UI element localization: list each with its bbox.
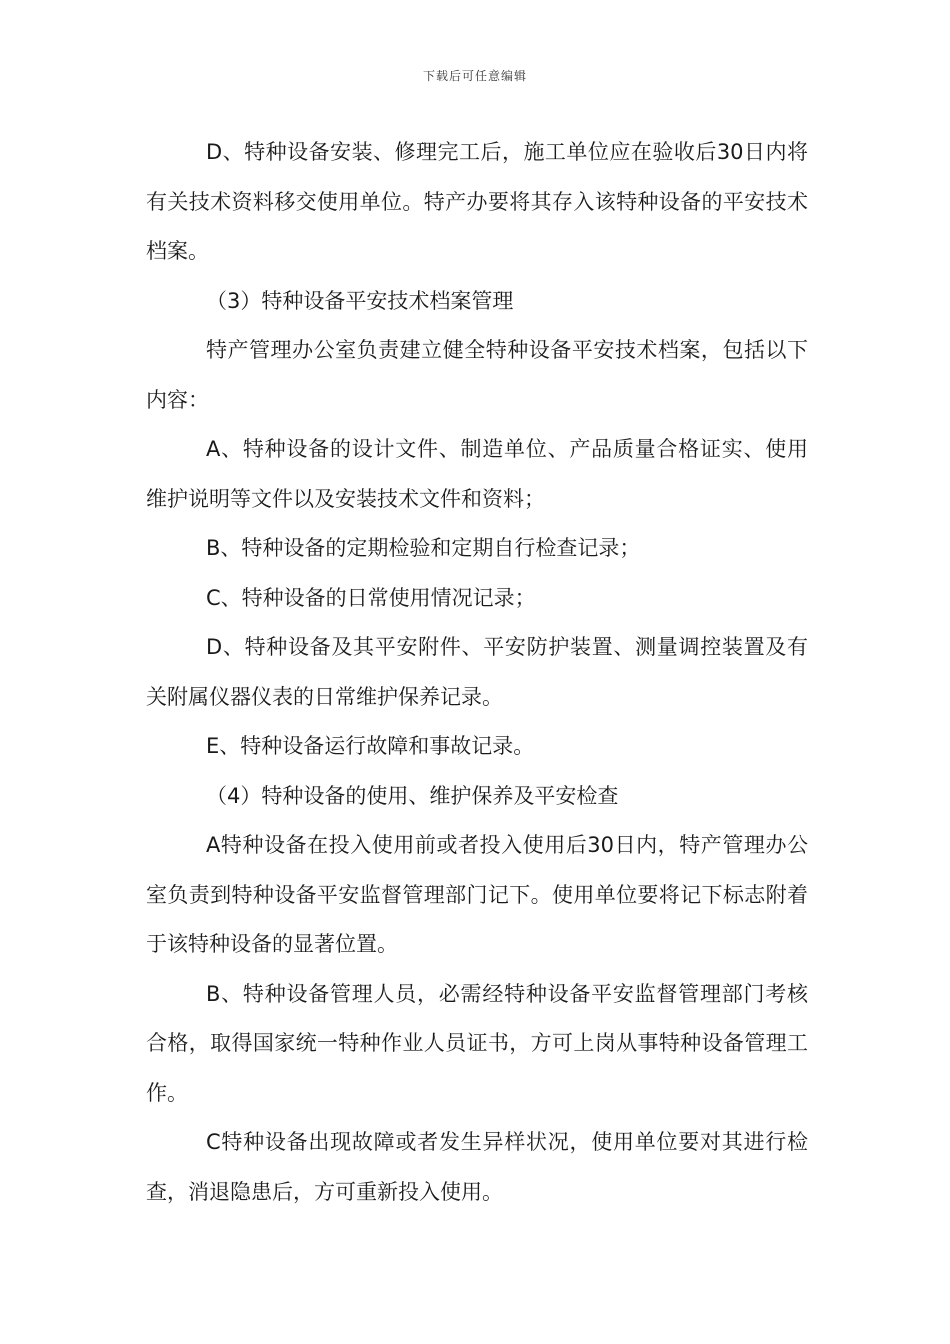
header-note: 下载后可任意编辑: [422, 69, 527, 83]
list-item-b: B、特种设备的定期检验和定期自行检查记录；: [206, 536, 641, 560]
section-heading-3: （3）特种设备平安技术档案管理: [206, 288, 514, 313]
paragraph-b-personnel: B、特种设备管理人员，必需经特种设备平安监督管理部门考核合格，取得国家统一特种作业人员证书，方可上岗从事特种设备管理工作。: [146, 981, 808, 1105]
paragraph-a-registration: A特种设备在投入使用前或者投入使用后30日内，特产管理办公室负责到特种设备平安监督管理部门记下。使用单位要将记下标志附着于该特种设备的显著位置。: [146, 833, 808, 956]
document-body: [146, 128, 808, 1217]
list-item-a: A、特种设备的设计文件、制造单位、产品质量合格证实、使用维护说明等文件以及安装技术文件和资料；: [146, 437, 808, 511]
paragraph-c-fault: C特种设备出现故障或者发生异样状况，使用单位要对其进行检查，消退隐患后，方可重新投入使用。: [146, 1130, 808, 1204]
list-item-c: C、特种设备的日常使用情况记录；: [206, 585, 536, 610]
list-item-d: D、特种设备及其平安附件、平安防护装置、测量调控装置及有关附属仪器仪表的日常维护保养记录。: [146, 635, 808, 709]
paragraph-d-installation: D、特种设备安装、修理完工后，施工单位应在验收后30日内将有关技术资料移交使用单位。特产办要将其存入该特种设备的平安技术档案。: [146, 140, 808, 263]
section-heading-4: （4）特种设备的使用、维护保养及平安检查: [206, 783, 619, 808]
paragraph-archive-intro: 特产管理办公室负责建立健全特种设备平安技术档案，包括以下内容：: [146, 338, 808, 412]
list-item-e: E、特种设备运行故障和事故记录。: [206, 734, 535, 758]
